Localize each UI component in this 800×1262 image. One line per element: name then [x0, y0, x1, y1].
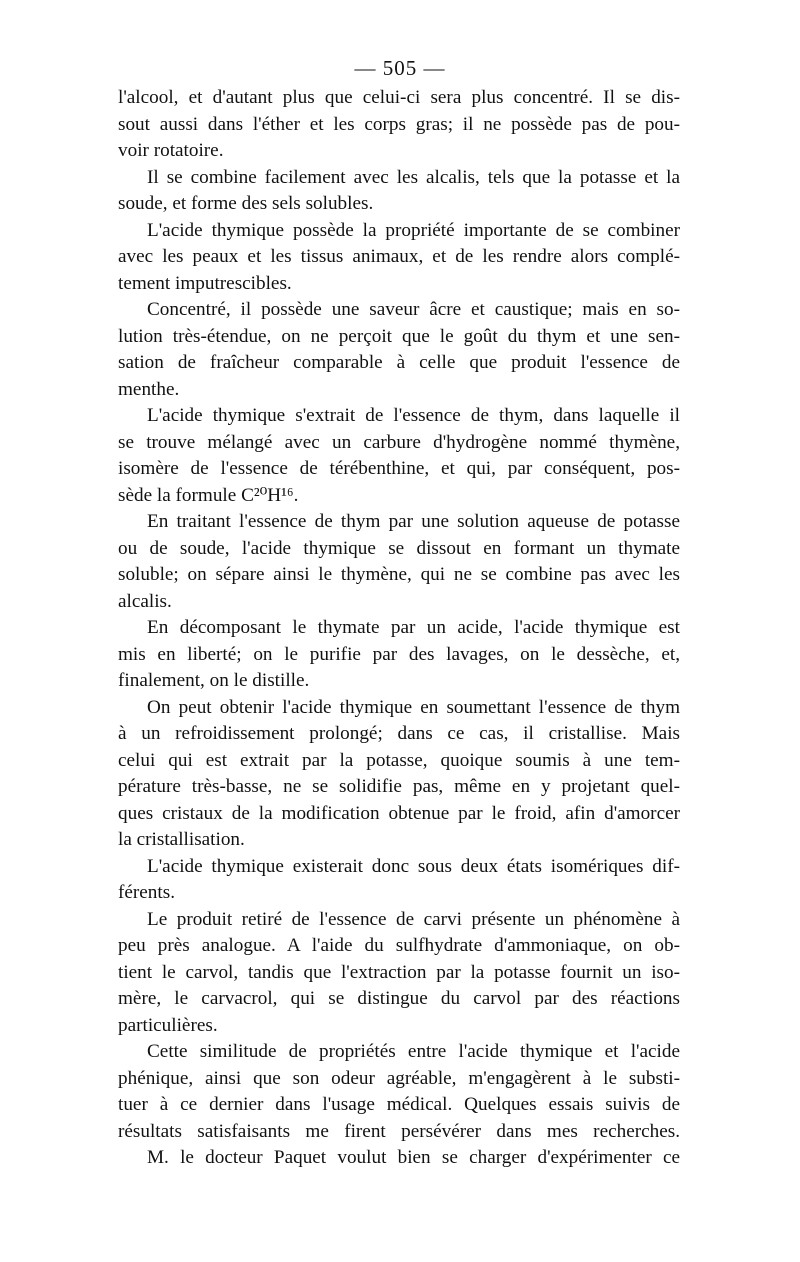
text-line: phénique, ainsi que son odeur agréable, m'engagèrent à le substi- [118, 1067, 680, 1089]
text-line: finalement, on le distille. [118, 670, 310, 691]
text-line: sède la formule C²⁰H¹⁶. [118, 484, 299, 506]
text-line: L'acide thymique s'extrait de l'essence de thym, dans laquelle il [147, 405, 680, 426]
text-line: On peut obtenir l'acide thymique en soumettant l'essence de thym [147, 696, 680, 718]
text-line: menthe. [118, 378, 180, 400]
text-line: férents. [118, 882, 176, 903]
text-line: tuer à ce dernier dans l'usage médical. Quelques essais suivis de [118, 1094, 680, 1115]
text-line: mère, le carvacrol, qui se distingue du carvol par des réactions [118, 988, 680, 1009]
text-line: mis en liberté; on le purifie par des lavages, on le dessèche, et, [118, 643, 680, 665]
text-line: Concentré, il possède une saveur âcre et caustique; mais en so- [147, 299, 680, 320]
text-line: avec les peaux et les tissus animaux, et de les rendre alors complé- [118, 246, 680, 267]
text-line: sout aussi dans l'éther et les corps gras; il ne possède pas de pou- [118, 113, 680, 135]
text-line: peu près analogue. A l'aide du sulfhydrate d'ammoniaque, on ob- [118, 935, 680, 956]
text-line: isomère de l'essence de térébenthine, et qui, par conséquent, pos- [118, 458, 680, 479]
body-text [118, 85, 680, 1172]
text-line: la cristallisation. [118, 829, 245, 850]
text-line: à un refroidissement prolongé; dans ce cas, il cristallise. Mais [118, 723, 680, 744]
text-line: soluble; on sépare ainsi le thymène, qui ne se combine pas avec les [118, 564, 680, 585]
text-line: tement imputrescibles. [118, 272, 292, 294]
text-line: tient le carvol, tandis que l'extraction par la potasse fournit un iso- [118, 961, 680, 983]
text-line: En décomposant le thymate par un acide, l'acide thymique est [147, 617, 680, 638]
text-line: ou de soude, l'acide thymique se dissout en formant un thymate [118, 537, 680, 559]
text-line: soude, et forme des sels solubles. [118, 193, 374, 214]
text-line: En traitant l'essence de thym par une solution aqueuse de potasse [147, 511, 680, 532]
text-line: Le produit retiré de l'essence de carvi présente un phénomène à [147, 908, 680, 930]
text-line: voir rotatoire. [118, 140, 224, 161]
text-line: se trouve mélangé avec un carbure d'hydrogène nommé thymène, [118, 431, 680, 453]
text-line: ques cristaux de la modification obtenue par le froid, afin d'amorcer [118, 802, 680, 824]
text-line: sation de fraîcheur comparable à celle que produit l'essence de [118, 352, 680, 373]
text-line: M. le docteur Paquet voulut bien se charger d'expérimenter ce [147, 1147, 680, 1168]
text-line: alcalis. [118, 590, 172, 612]
text-line: l'alcool, et d'autant plus que celui-ci sera plus concentré. Il se dis- [118, 87, 680, 108]
text-line: lution très-étendue, on ne perçoit que le goût du thym et une sen- [118, 325, 680, 347]
text-line: L'acide thymique existerait donc sous deux états isomériques dif- [147, 855, 680, 877]
text-line: Il se combine facilement avec les alcalis, tels que la potasse et la [147, 166, 680, 188]
page-number: — 505 — [354, 56, 446, 80]
text-line: particulières. [118, 1014, 218, 1036]
text-line: résultats satisfaisants me firent persévérer dans mes recherches. [118, 1120, 680, 1142]
text-line: pérature très-basse, ne se solidifie pas, même en y projetant quel- [118, 776, 680, 797]
text-line: L'acide thymique possède la propriété importante de se combiner [147, 219, 680, 241]
text-line: Cette similitude de propriétés entre l'acide thymique et l'acide [147, 1041, 680, 1062]
text-line: celui qui est extrait par la potasse, quoique soumis à une tem- [118, 749, 680, 771]
